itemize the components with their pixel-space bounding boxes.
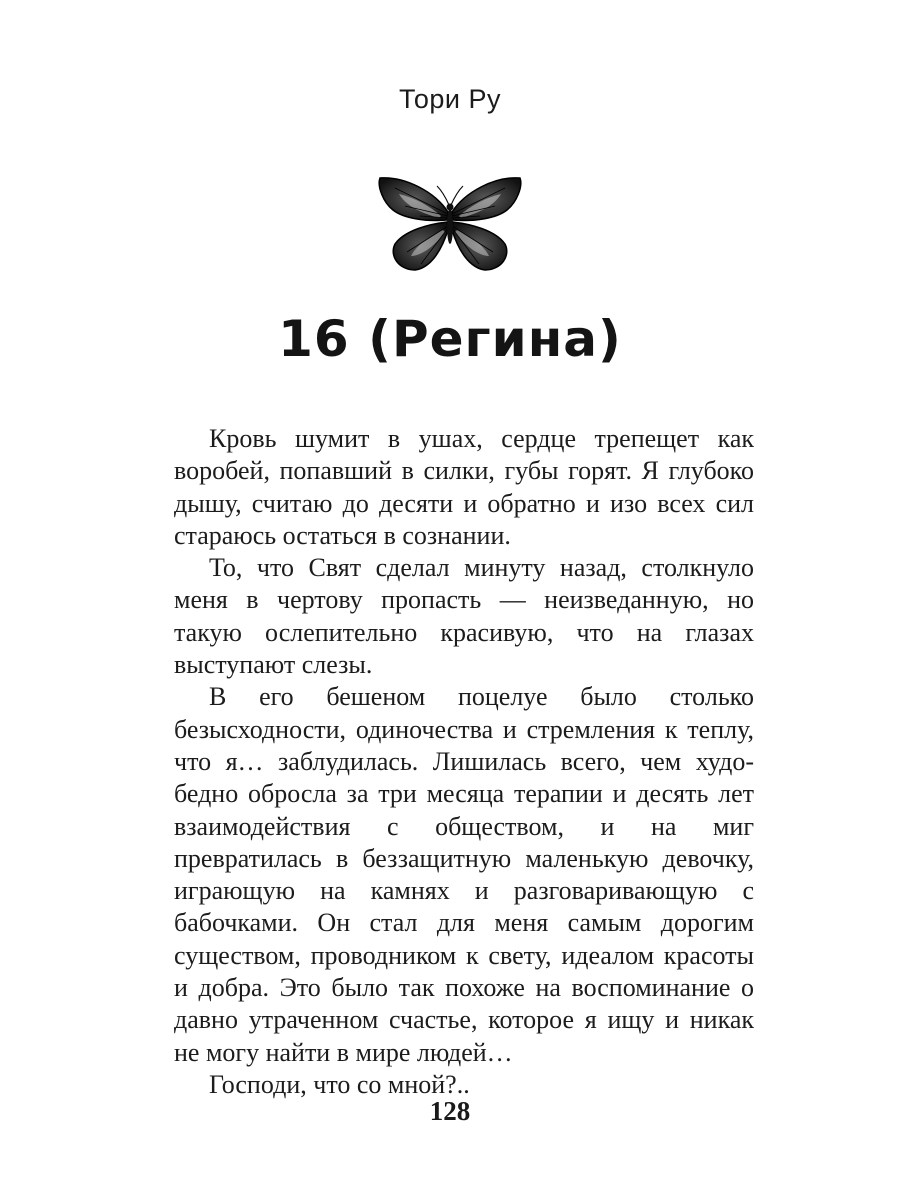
paragraph: Господи, что со мной?.. <box>209 1069 470 1099</box>
chapter-body <box>174 423 754 1101</box>
paragraph: То, что Свят сделал минуту назад, столкнуло меня в чертову пропасть — неизведанную, но такую ослепительно красивую, что на глазах выступают слезы. <box>174 553 754 680</box>
running-head-author: Тори Ру <box>398 84 501 114</box>
paragraph: Кровь шумит в ушах, сердце трепещет как воробей, попавший в силки, губы горят. Я глубоко дышу, считаю до десяти и обратно и изо всех сил стараюсь остаться в сознании. <box>174 424 754 550</box>
paragraph: В его бешеном поцелуе было столько безысходности, одиночества и стремления к теплу, что я… заблудилась. Лишилась всего, чем худо-бедно обросла за три месяца терапии и десять лет взаимодействия с обществом, и на миг превратилась в беззащитную маленькую девочку, играющую на камнях и разговаривающую с бабочками. Он стал для меня самым дорогим существом, проводником к свету, идеалом красоты и добра. Это было так похоже на воспоминание о давно утраченном счастье, которое я ищу и никак не могу найти в мире людей… <box>174 682 754 1067</box>
butterfly-icon <box>375 172 525 276</box>
chapter-title: 16 (Регина) <box>278 310 622 368</box>
page-number: 128 <box>429 1096 471 1126</box>
